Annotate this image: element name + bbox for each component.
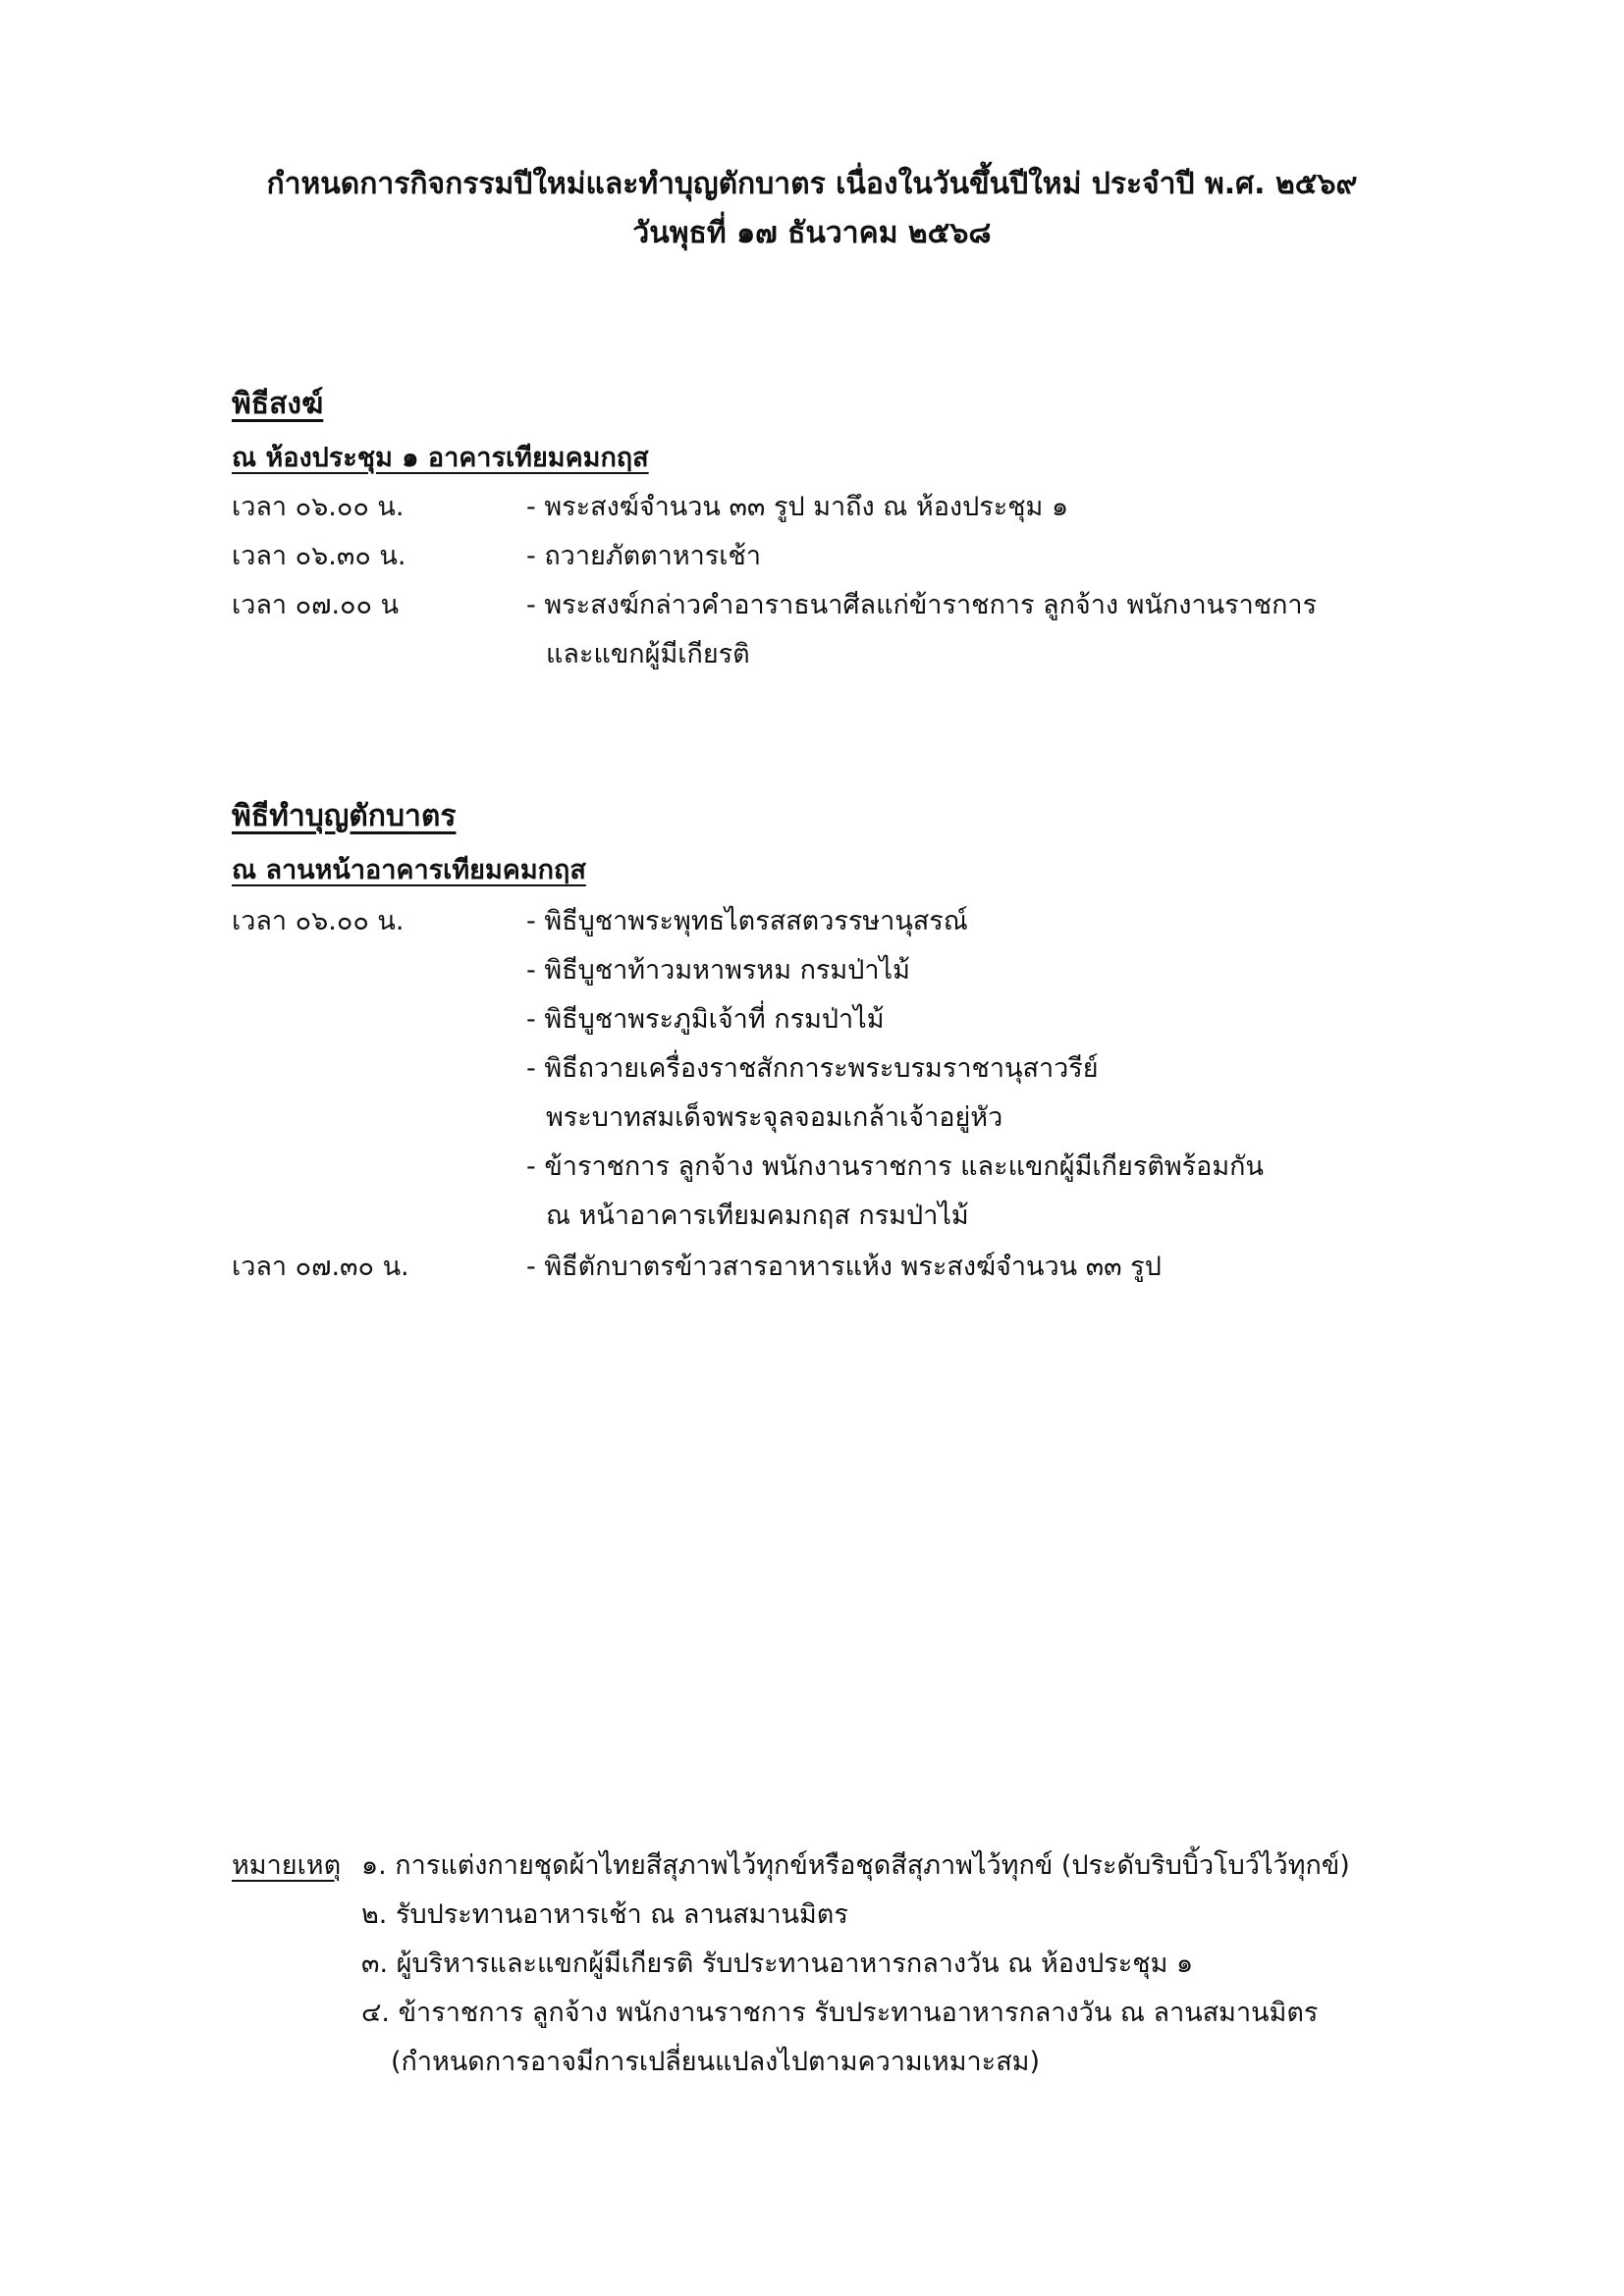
schedule-description: - พิธีบูชาท้าวมหาพรหม กรมป่าไม้ — [526, 955, 910, 986]
note-footnote: (กำหนดการอาจมีการเปลี่ยนแปลงไปตามความเหมาะสม) — [391, 2047, 1040, 2077]
schedule-time: เวลา ๐๖.๐๐ น. — [232, 492, 405, 522]
note-item: ๒. รับประทานอาหารเช้า ณ ลานสมานมิตร — [361, 1899, 848, 1930]
notes-label: หมายเหตุ — [232, 1850, 342, 1881]
section-heading-alms-ceremony: พิธีทำบุญตักบาตร — [232, 799, 457, 833]
schedule-time: เวลา ๐๖.๐๐ น. — [232, 906, 405, 936]
schedule-description: - ถวายภัตตาหารเช้า — [526, 541, 762, 571]
section-location: ณ ห้องประชุม ๑ อาคารเทียมคมกฤส — [232, 443, 649, 473]
schedule-description: - พระสงฆ์จำนวน ๓๓ รูป มาถึง ณ ห้องประชุม ๑ — [526, 492, 1069, 522]
schedule-description-continued: พระบาทสมเด็จพระจุลจอมเกล้าเจ้าอยู่หัว — [546, 1102, 1003, 1133]
schedule-description: - พิธีบูชาพระพุทธไตรสสตวรรษานุสรณ์ — [526, 906, 968, 936]
note-item: ๔. ข้าราชการ ลูกจ้าง พนักงานราชการ รับประทานอาหารกลางวัน ณ ลานสมานมิตร — [361, 1998, 1319, 2028]
schedule-description: - ข้าราชการ ลูกจ้าง พนักงานราชการ และแขกผู้มีเกียรติพร้อมกัน — [526, 1151, 1264, 1182]
schedule-time: เวลา ๐๖.๓๐ น. — [232, 541, 406, 571]
schedule-description-continued: ณ หน้าอาคารเทียมคมกฤส กรมป่าไม้ — [546, 1201, 969, 1231]
section-location: ณ ลานหน้าอาคารเทียมคมกฤส — [232, 855, 586, 885]
schedule-description: - พิธีถวายเครื่องราชสักการะพระบรมราชานุสาวรีย์ — [526, 1053, 1099, 1084]
schedule-description: - พิธีตักบาตรข้าวสารอาหารแห้ง พระสงฆ์จำนวน ๓๓ รูป — [526, 1252, 1162, 1282]
document-title: กำหนดการกิจกรรมปีใหม่และทำบุญตักบาตร เนื่องในวันขึ้นปีใหม่ ประจำปี พ.ศ. ๒๕๖๙ — [266, 167, 1358, 201]
schedule-description-continued: และแขกผู้มีเกียรติ — [546, 639, 750, 669]
schedule-description: - พระสงฆ์กล่าวคำอาราธนาศีลแก่ข้าราชการ ลูกจ้าง พนักงานราชการ — [526, 590, 1318, 620]
note-item: ๑. การแต่งกายชุดผ้าไทยสีสุภาพไว้ทุกข์หรือชุดสีสุภาพไว้ทุกข์ (ประดับริบบิ้วโบว์ไว้ทุกข์) — [361, 1850, 1350, 1881]
schedule-description: - พิธีบูชาพระภูมิเจ้าที่ กรมป่าไม้ — [526, 1004, 885, 1035]
document-date: วันพุธที่ ๑๗ ธันวาคม ๒๕๖๘ — [632, 216, 992, 250]
note-item: ๓. ผู้บริหารและแขกผู้มีเกียรติ รับประทานอาหารกลางวัน ณ ห้องประชุม ๑ — [361, 1949, 1194, 1979]
schedule-time: เวลา ๐๗.๐๐ น — [232, 590, 400, 620]
schedule-time: เวลา ๐๗.๓๐ น. — [232, 1252, 409, 1282]
section-heading-monk-ceremony: พิธีสงฆ์ — [232, 387, 324, 421]
